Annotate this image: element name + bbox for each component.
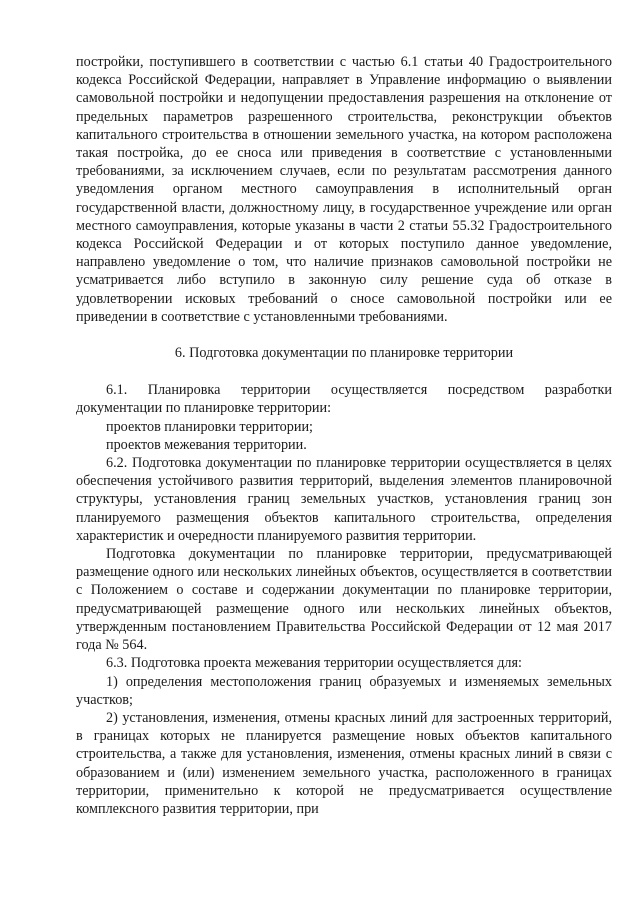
section-title: 6. Подготовка документации по планировке территории xyxy=(174,345,514,362)
paragraph-6-2: 6.2. Подготовка документации по планировке территории осуществляется в целях обеспечения устойчивого развития территорий, выделения элементов планировочной структуры, установления границ земельных участков, установления границ зон планируемого размещения объектов капитального строительства, определения характеристик и очередности планируемого развития территории. xyxy=(76,455,612,544)
paragraph-6-3: 6.3. Подготовка проекта межевания территории осуществляется для: xyxy=(106,655,522,672)
document-page xyxy=(76,53,612,818)
paragraph-6-1: 6.1. Планировка территории осуществляется посредством разработки документации по планировке территории: xyxy=(76,382,612,417)
paragraph-6-3-item-1: 1) определения местоположения границ образуемых и изменяемых земельных участков; xyxy=(76,673,612,708)
list-item-surveying-projects: проектов межевания территории. xyxy=(106,436,307,453)
intro-paragraph: постройки, поступившего в соответствии с частью 6.1 статьи 40 Градостроительного кодекса Российской Федерации, направляет в Управление информацию о выявлении самовольной постройки и недопущении предоставления разрешения на отклонение от предельных параметров разрешенного строительства, реконструкции объектов капитального строительства в отношении земельного участка, на котором расположена такая постройка, до ее сноса или приведения в соответствие с установленными требованиями, за исключением случаев, если по результатам рассмотрения данного уведомления органом местного самоуправления в исполнительный орган государственной власти, должностному лицу, в государственное учреждение или орган местного самоуправления, которые указаны в части 2 статьи 55.32 Градостроительного кодекса Российской Федерации и от которых поступило данное уведомление, направлено уведомление о том, что наличие признаков самовольной постройки не усматривается либо вступило в законную силу решение суда об отказе в удовлетворении исковых требований о сносе самовольной постройки или ее приведении в соответствие с установленными требованиями. xyxy=(76,54,612,325)
list-item-planning-projects: проектов планировки территории; xyxy=(106,418,313,435)
paragraph-6-3-item-2: 2) установления, изменения, отмены красных линий для застроенных территорий, в границах которых не планируется размещение новых объектов капитального строительства, а также для установления, изменения, отмены красных линий в связи с образованием и (или) изменением земельного участка, расположенного в границах территории, применительно к которой не предусматривается осуществление комплексного развития территории, при xyxy=(76,709,612,817)
paragraph-6-2-linear-objects: Подготовка документации по планировке территории, предусматривающей размещение одного или нескольких линейных объектов, осуществляется в соответствии с Положением о составе и содержании документации по планировке территории, предусматривающей размещение одного или нескольких линейных объектов, утвержденным постановлением Правительства Российской Федерации от 12 мая 2017 года № 564. xyxy=(76,546,612,654)
